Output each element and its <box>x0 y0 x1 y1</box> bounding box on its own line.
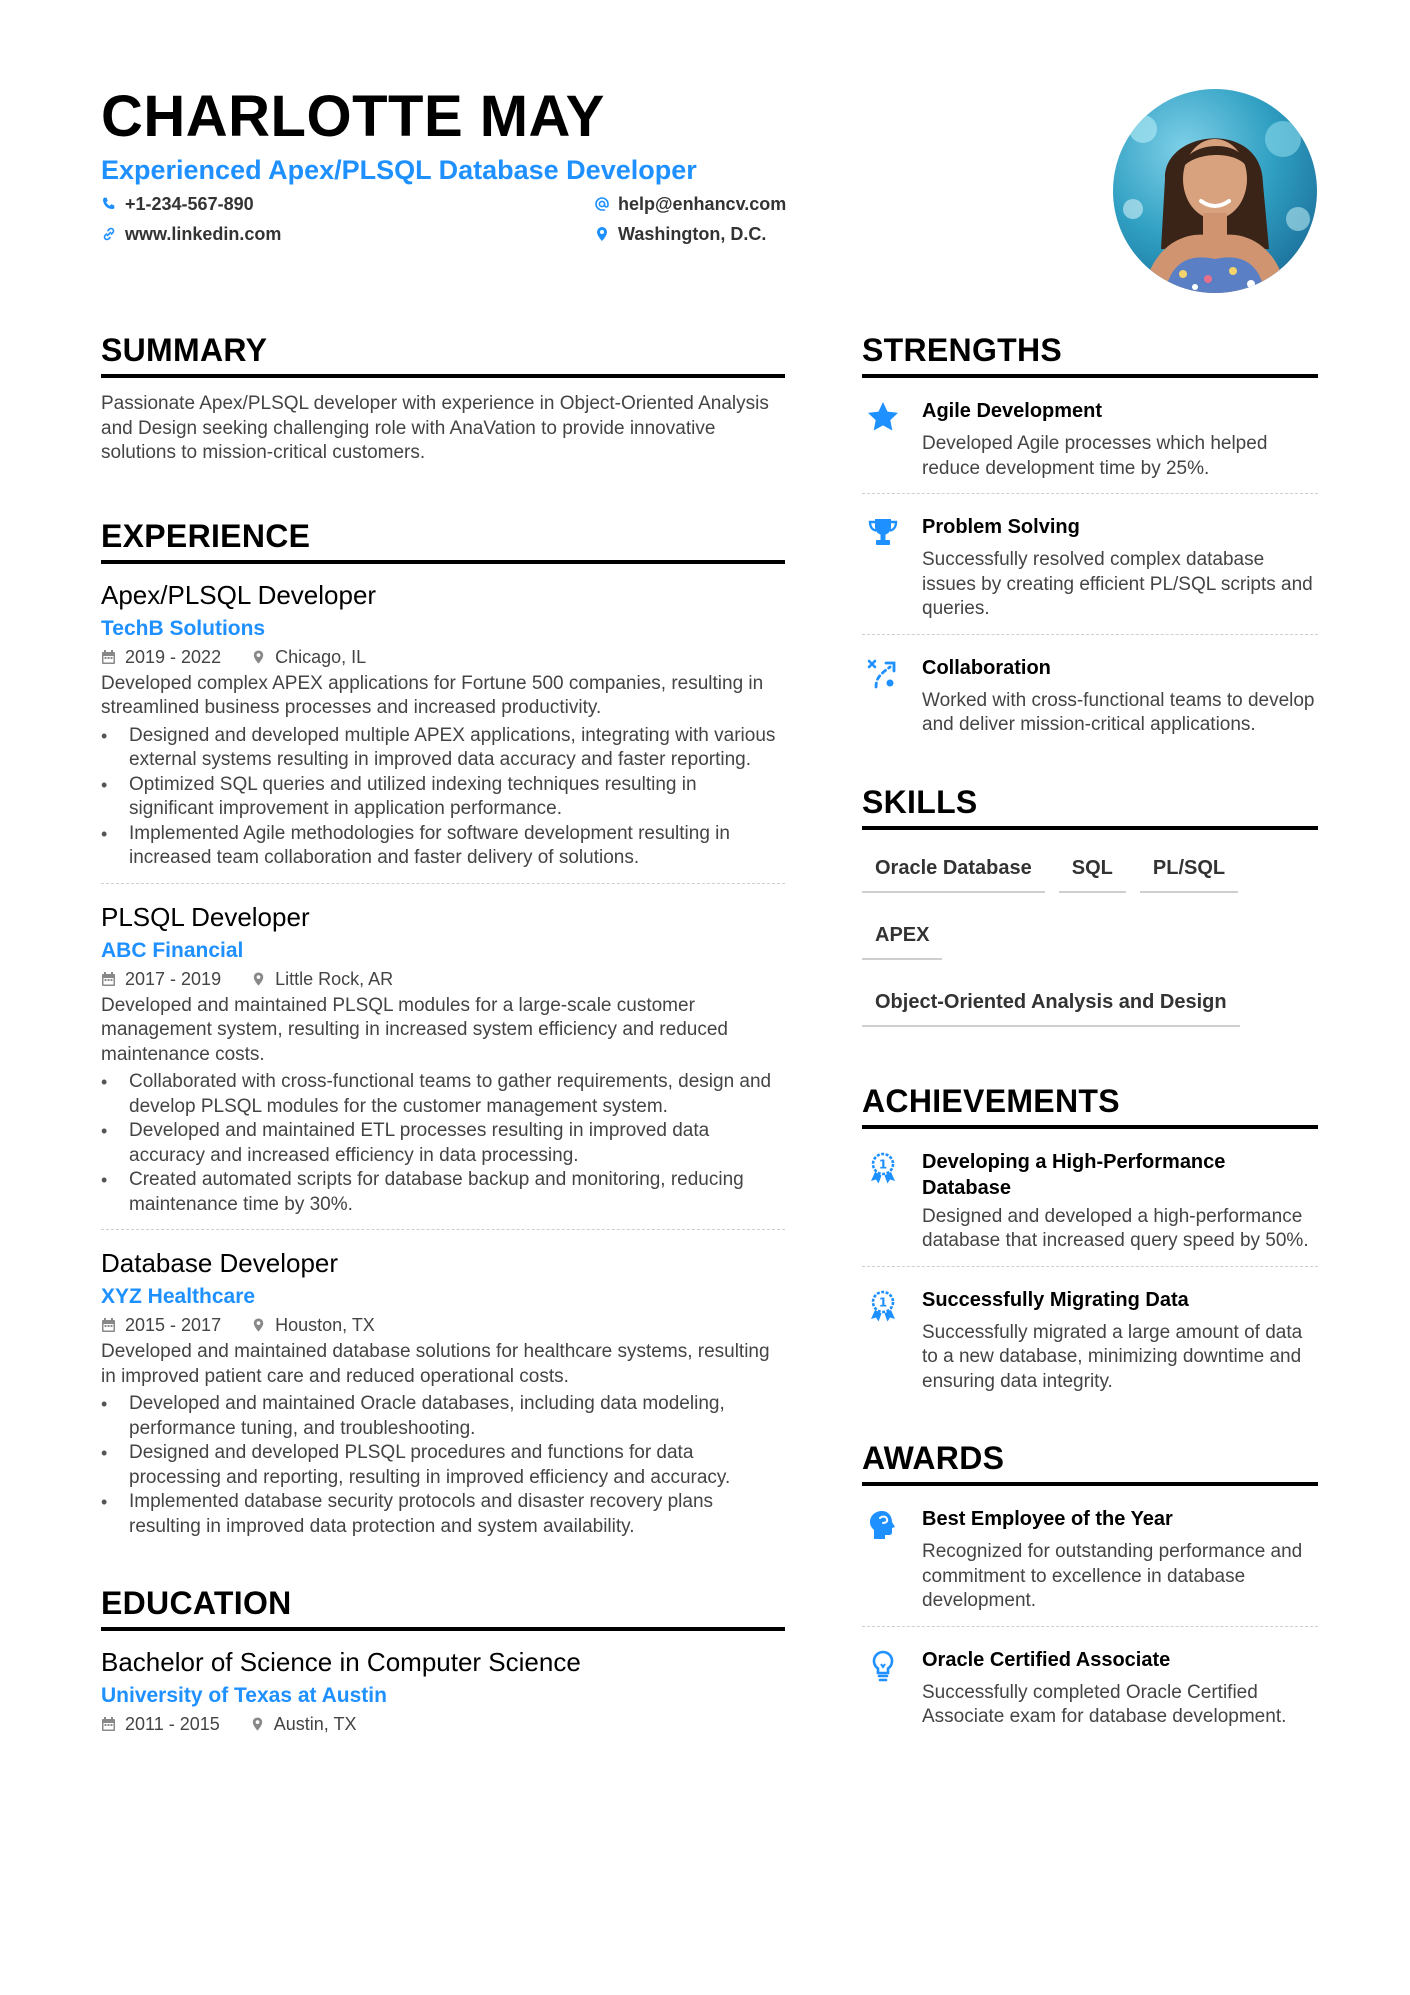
svg-text:1: 1 <box>878 1295 888 1309</box>
achievements-title: ACHIEVEMENTS <box>862 1081 1318 1129</box>
achievement-text: Designed and developed a high-performance database that increased query speed by 50%. <box>922 1205 1309 1251</box>
job-dates: 2015 - 2017 <box>125 1315 222 1335</box>
svg-text:1: 1 <box>878 1157 888 1171</box>
job-description: Developed complex APEX applications for Fortune 500 companies, resulting in streamlined business processes and increased productivity. <box>101 672 764 718</box>
degree-title: Bachelor of Science in Computer Science <box>101 1647 581 1677</box>
job-description: Developed and maintained database solutions for healthcare systems, resulting in improved patient care and reduced operational costs. <box>101 1341 770 1387</box>
awards-section <box>862 1438 1318 1742</box>
skills-title: SKILLS <box>862 782 1318 830</box>
job-bullet: • Designed and developed PLSQL procedures and functions for data processing and reporting, resulting in improved efficiency and accuracy. <box>101 1441 785 1490</box>
award-badge-icon <box>866 1289 900 1323</box>
left-column <box>101 330 785 1739</box>
location-pin-icon <box>251 971 266 987</box>
job-dates: 2017 - 2019 <box>125 968 222 989</box>
strengths-title: STRENGTHS <box>862 330 1318 378</box>
school-name: University of Texas at Austin <box>101 1684 387 1707</box>
route-icon <box>866 657 900 691</box>
calendar-icon <box>101 649 116 665</box>
job-title: Database Developer <box>101 1248 339 1278</box>
experience-entry <box>101 900 785 1231</box>
contact-phone[interactable] <box>101 192 254 216</box>
award-item <box>862 1500 1318 1627</box>
at-icon <box>594 196 610 212</box>
job-bullet: • Developed and maintained ETL processes resulting in improved data accuracy and increased efficiency in data processing. <box>101 1119 785 1168</box>
location-pin-icon <box>594 226 610 242</box>
contact-location-text: Washington, D.C. <box>618 224 767 244</box>
star-icon <box>866 400 900 434</box>
experience-title: EXPERIENCE <box>101 516 785 564</box>
strength-title: Collaboration <box>922 656 1051 679</box>
achievement-item <box>862 1143 1318 1267</box>
summary-text: Passionate Apex/PLSQL developer with experience in Object-Oriented Analysis and Design seeking challenging role with AnaVation to provide innovative solutions to mission-critical customers. <box>101 393 769 463</box>
job-description: Developed and maintained PLSQL modules for a large-scale customer management system, resulting in increased system efficiency and reduced maintenance costs. <box>101 994 728 1065</box>
awards-title: AWARDS <box>862 1438 1318 1486</box>
profile-photo <box>1113 89 1317 293</box>
experience-entry <box>101 578 785 884</box>
job-title: PLSQL Developer <box>101 901 310 932</box>
lightbulb-icon <box>866 1649 900 1683</box>
education-section <box>101 1583 785 1737</box>
job-bullets <box>101 1392 785 1539</box>
strength-item <box>862 508 1318 635</box>
job-location: Little Rock, AR <box>275 968 394 989</box>
strength-item <box>862 649 1318 750</box>
achievements-section <box>862 1081 1318 1407</box>
head-icon <box>866 1508 900 1542</box>
award-badge-icon <box>866 1151 900 1185</box>
award-text: Recognized for outstanding performance and commitment to excellence in database development. <box>922 1541 1303 1611</box>
contact-phone-text: +1-234-567-890 <box>125 194 254 214</box>
skill-tag: SQL <box>1059 844 1126 893</box>
job-meta <box>101 1312 785 1338</box>
job-dates: 2019 - 2022 <box>125 646 222 667</box>
summary-section <box>101 330 785 466</box>
calendar-icon <box>101 971 116 987</box>
contact-email-text: help@enhancv.com <box>618 194 787 214</box>
contact-email[interactable] <box>594 192 786 216</box>
job-meta <box>101 644 785 670</box>
job-location: Chicago, IL <box>275 646 367 667</box>
education-meta <box>101 1711 785 1737</box>
job-bullet: • Implemented Agile methodologies for software development resulting in increased team collaboration and faster delivery of solutions. <box>101 822 785 871</box>
job-bullets <box>101 724 785 871</box>
summary-title: SUMMARY <box>101 330 785 378</box>
company-name: TechB Solutions <box>101 616 266 640</box>
strength-item <box>862 392 1318 494</box>
location-pin-icon <box>251 1317 266 1333</box>
experience-entry <box>101 1246 785 1551</box>
education-title: EDUCATION <box>101 1583 785 1631</box>
location-pin-icon <box>251 649 266 665</box>
calendar-icon <box>101 1317 116 1333</box>
job-bullet: • Developed and maintained Oracle databases, including data modeling, performance tuning, and troubleshooting. <box>101 1392 785 1441</box>
job-title: Apex/PLSQL Developer <box>101 579 377 610</box>
strength-text: Worked with cross-functional teams to develop and deliver mission-critical applications. <box>922 689 1315 735</box>
skills-list <box>862 844 1318 1045</box>
job-bullet: • Implemented database security protocols and disaster recovery plans resulting in improved data protection and system availability. <box>101 1490 785 1539</box>
job-bullet: • Collaborated with cross-functional teams to gather requirements, design and develop PLSQL modules for the customer management system. <box>101 1070 785 1119</box>
award-title: Best Employee of the Year <box>922 1508 1173 1530</box>
contact-linkedin-text: www.linkedin.com <box>125 224 282 244</box>
achievement-item <box>862 1281 1318 1407</box>
experience-section <box>101 516 785 1552</box>
skills-section <box>862 782 1318 1045</box>
company-name: ABC Financial <box>101 938 244 962</box>
job-meta <box>101 966 785 992</box>
candidate-name: CHARLOTTE MAY <box>101 84 605 149</box>
strengths-section <box>862 330 1318 750</box>
right-column <box>862 330 1318 1756</box>
strength-text: Successfully resolved complex database issues by creating efficient PL/SQL scripts and queries. <box>922 549 1313 619</box>
contact-location <box>594 222 766 246</box>
job-bullet: • Designed and developed multiple APEX applications, integrating with various external systems resulting in improved data accuracy and faster reporting. <box>101 724 785 773</box>
award-title: Oracle Certified Associate <box>922 1648 1171 1671</box>
phone-icon <box>101 196 117 212</box>
education-dates: 2011 - 2015 <box>125 1714 220 1734</box>
strength-text: Developed Agile processes which helped reduce development time by 25%. <box>922 433 1268 479</box>
award-text: Successfully completed Oracle Certified Associate exam for database development. <box>922 1681 1287 1727</box>
link-icon <box>101 226 117 242</box>
candidate-headline: Experienced Apex/PLSQL Database Developer <box>101 155 697 185</box>
education-location: Austin, TX <box>273 1714 357 1734</box>
skill-tag: APEX <box>862 911 942 960</box>
job-bullets <box>101 1070 785 1217</box>
award-item <box>862 1641 1318 1742</box>
contact-linkedin[interactable] <box>101 222 281 246</box>
strength-title: Agile Development <box>922 400 1103 422</box>
skill-tag: Object-Oriented Analysis and Design <box>862 978 1240 1027</box>
location-pin-icon <box>250 1716 265 1732</box>
skill-tag: Oracle Database <box>862 844 1045 893</box>
job-location: Houston, TX <box>275 1315 375 1335</box>
achievement-text: Successfully migrated a large amount of data to a new database, minimizing downtime and ensuring data integrity. <box>922 1321 1303 1392</box>
skill-tag: PL/SQL <box>1140 844 1238 893</box>
achievement-title: Successfully Migrating Data <box>922 1288 1189 1311</box>
job-bullet: • Optimized SQL queries and utilized indexing techniques resulting in significant improvement in application performance. <box>101 773 785 822</box>
job-bullet: • Created automated scripts for database backup and monitoring, reducing maintenance time by 30%. <box>101 1168 785 1217</box>
strength-title: Problem Solving <box>922 516 1080 538</box>
achievement-title: Developing a High-Performance Database <box>922 1150 1226 1199</box>
trophy-icon <box>866 516 900 550</box>
company-name: XYZ Healthcare <box>101 1285 256 1308</box>
calendar-icon <box>101 1716 116 1732</box>
